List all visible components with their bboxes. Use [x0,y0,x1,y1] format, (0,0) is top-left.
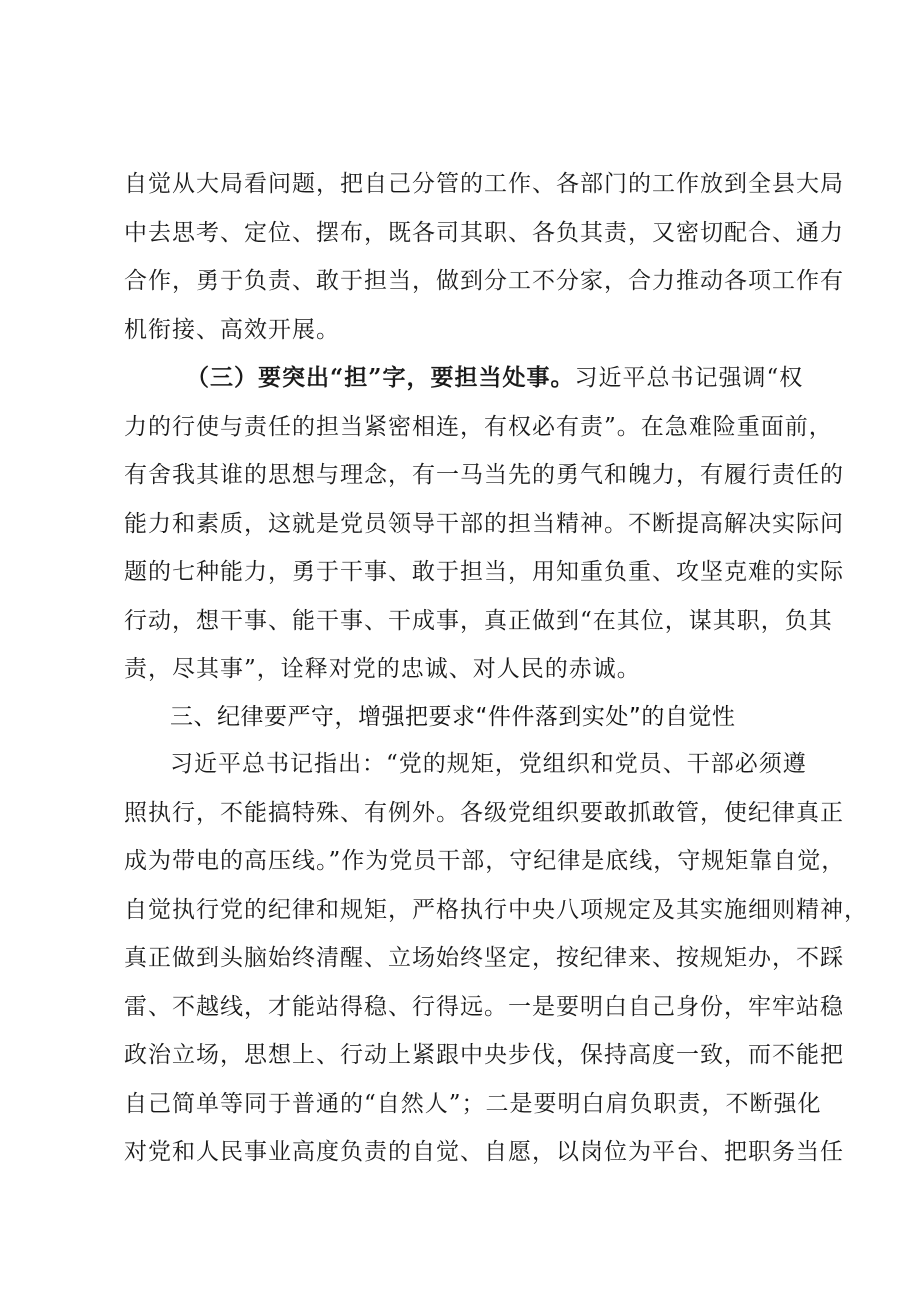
paragraph-3-line: 政治立场，思想上、行动上紧跟中央步伐，保持高度一致，而不能把 [124,1042,844,1068]
paragraph-2-first-line [124,354,824,403]
paragraph-1-line: 合作，勇于负责、敢于担当，做到分工不分家，合力推动各项工作有 [124,268,844,294]
paragraph-1-line: 自觉从大局看问题，把自己分管的工作、各部门的工作放到全县大局 [124,171,844,197]
paragraph-3-line: 真正做到头脑始终清醒、立场始终坚定，按纪律来、按规矩办，不踩 [124,945,844,971]
section-heading: 三、纪律要严守，增强把要求“件件落到实处”的自觉性 [170,704,736,730]
paragraph-3-line: 雷、不越线，才能站得稳、行得远。一是要明白自己身份，牢牢站稳 [124,993,844,1020]
paragraph-2-line: 行动，想干事、能干事、干成事，真正做到“在其位，谋其职，负其 [124,607,833,634]
paragraph-2-first-line-rest: 习近平总书记强调“权 [574,365,804,391]
paragraph-2 [124,354,844,694]
paragraph-2-line: 有舍我其谁的思想与理念，有一马当先的勇气和魄力，有履行责任的 [124,462,844,488]
paragraph-3-line: 自觉执行党的纪律和规矩，严格执行中央八项规定及其实施细则精神， [124,896,868,923]
paragraph-3 [124,740,868,1177]
paragraph-2-line: 责，尽其事”，诠释对党的忠诚、对人民的赤诚。 [124,656,641,682]
paragraph-2-line: 能力和素质，这就是党员领导干部的担当精神。不断提高解决实际问 [124,510,844,537]
subsection-lead: （三）要突出“担”字，要担当处事。 [186,364,575,391]
paragraph-3-line: 成为带电的高压线。”作为党员干部，守纪律是底线，守规矩靠自觉， [124,848,846,874]
paragraph-1-line: 机衔接、高效开展。 [124,316,340,343]
paragraph-3-line: 照执行，不能搞特殊、有例外。各级党组织要敢抓敢管，使纪律真正 [124,799,844,826]
paragraph-3-line: 对党和人民事业高度负责的自觉、自愿，以岗位为平台、把职务当任 [124,1139,844,1165]
paragraph-1 [124,160,844,354]
paragraph-1-line: 中去思考、定位、摆布，既各司其职、各负其责，又密切配合、通力 [124,219,844,246]
paragraph-3-line: 习近平总书记指出：“党的规矩，党组织和党员、干部必须遵 [170,751,807,777]
paragraph-2-line: 力的行使与责任的担当紧密相连，有权必有责”。在急难险重面前， [124,413,833,440]
paragraph-2-line: 题的七种能力，勇于干事、敢于担当，用知重负重、攻坚克难的实际 [124,559,844,585]
paragraph-3-line: 自己简单等同于普通的“自然人”；二是要明白肩负职责，不断强化 [124,1090,822,1117]
